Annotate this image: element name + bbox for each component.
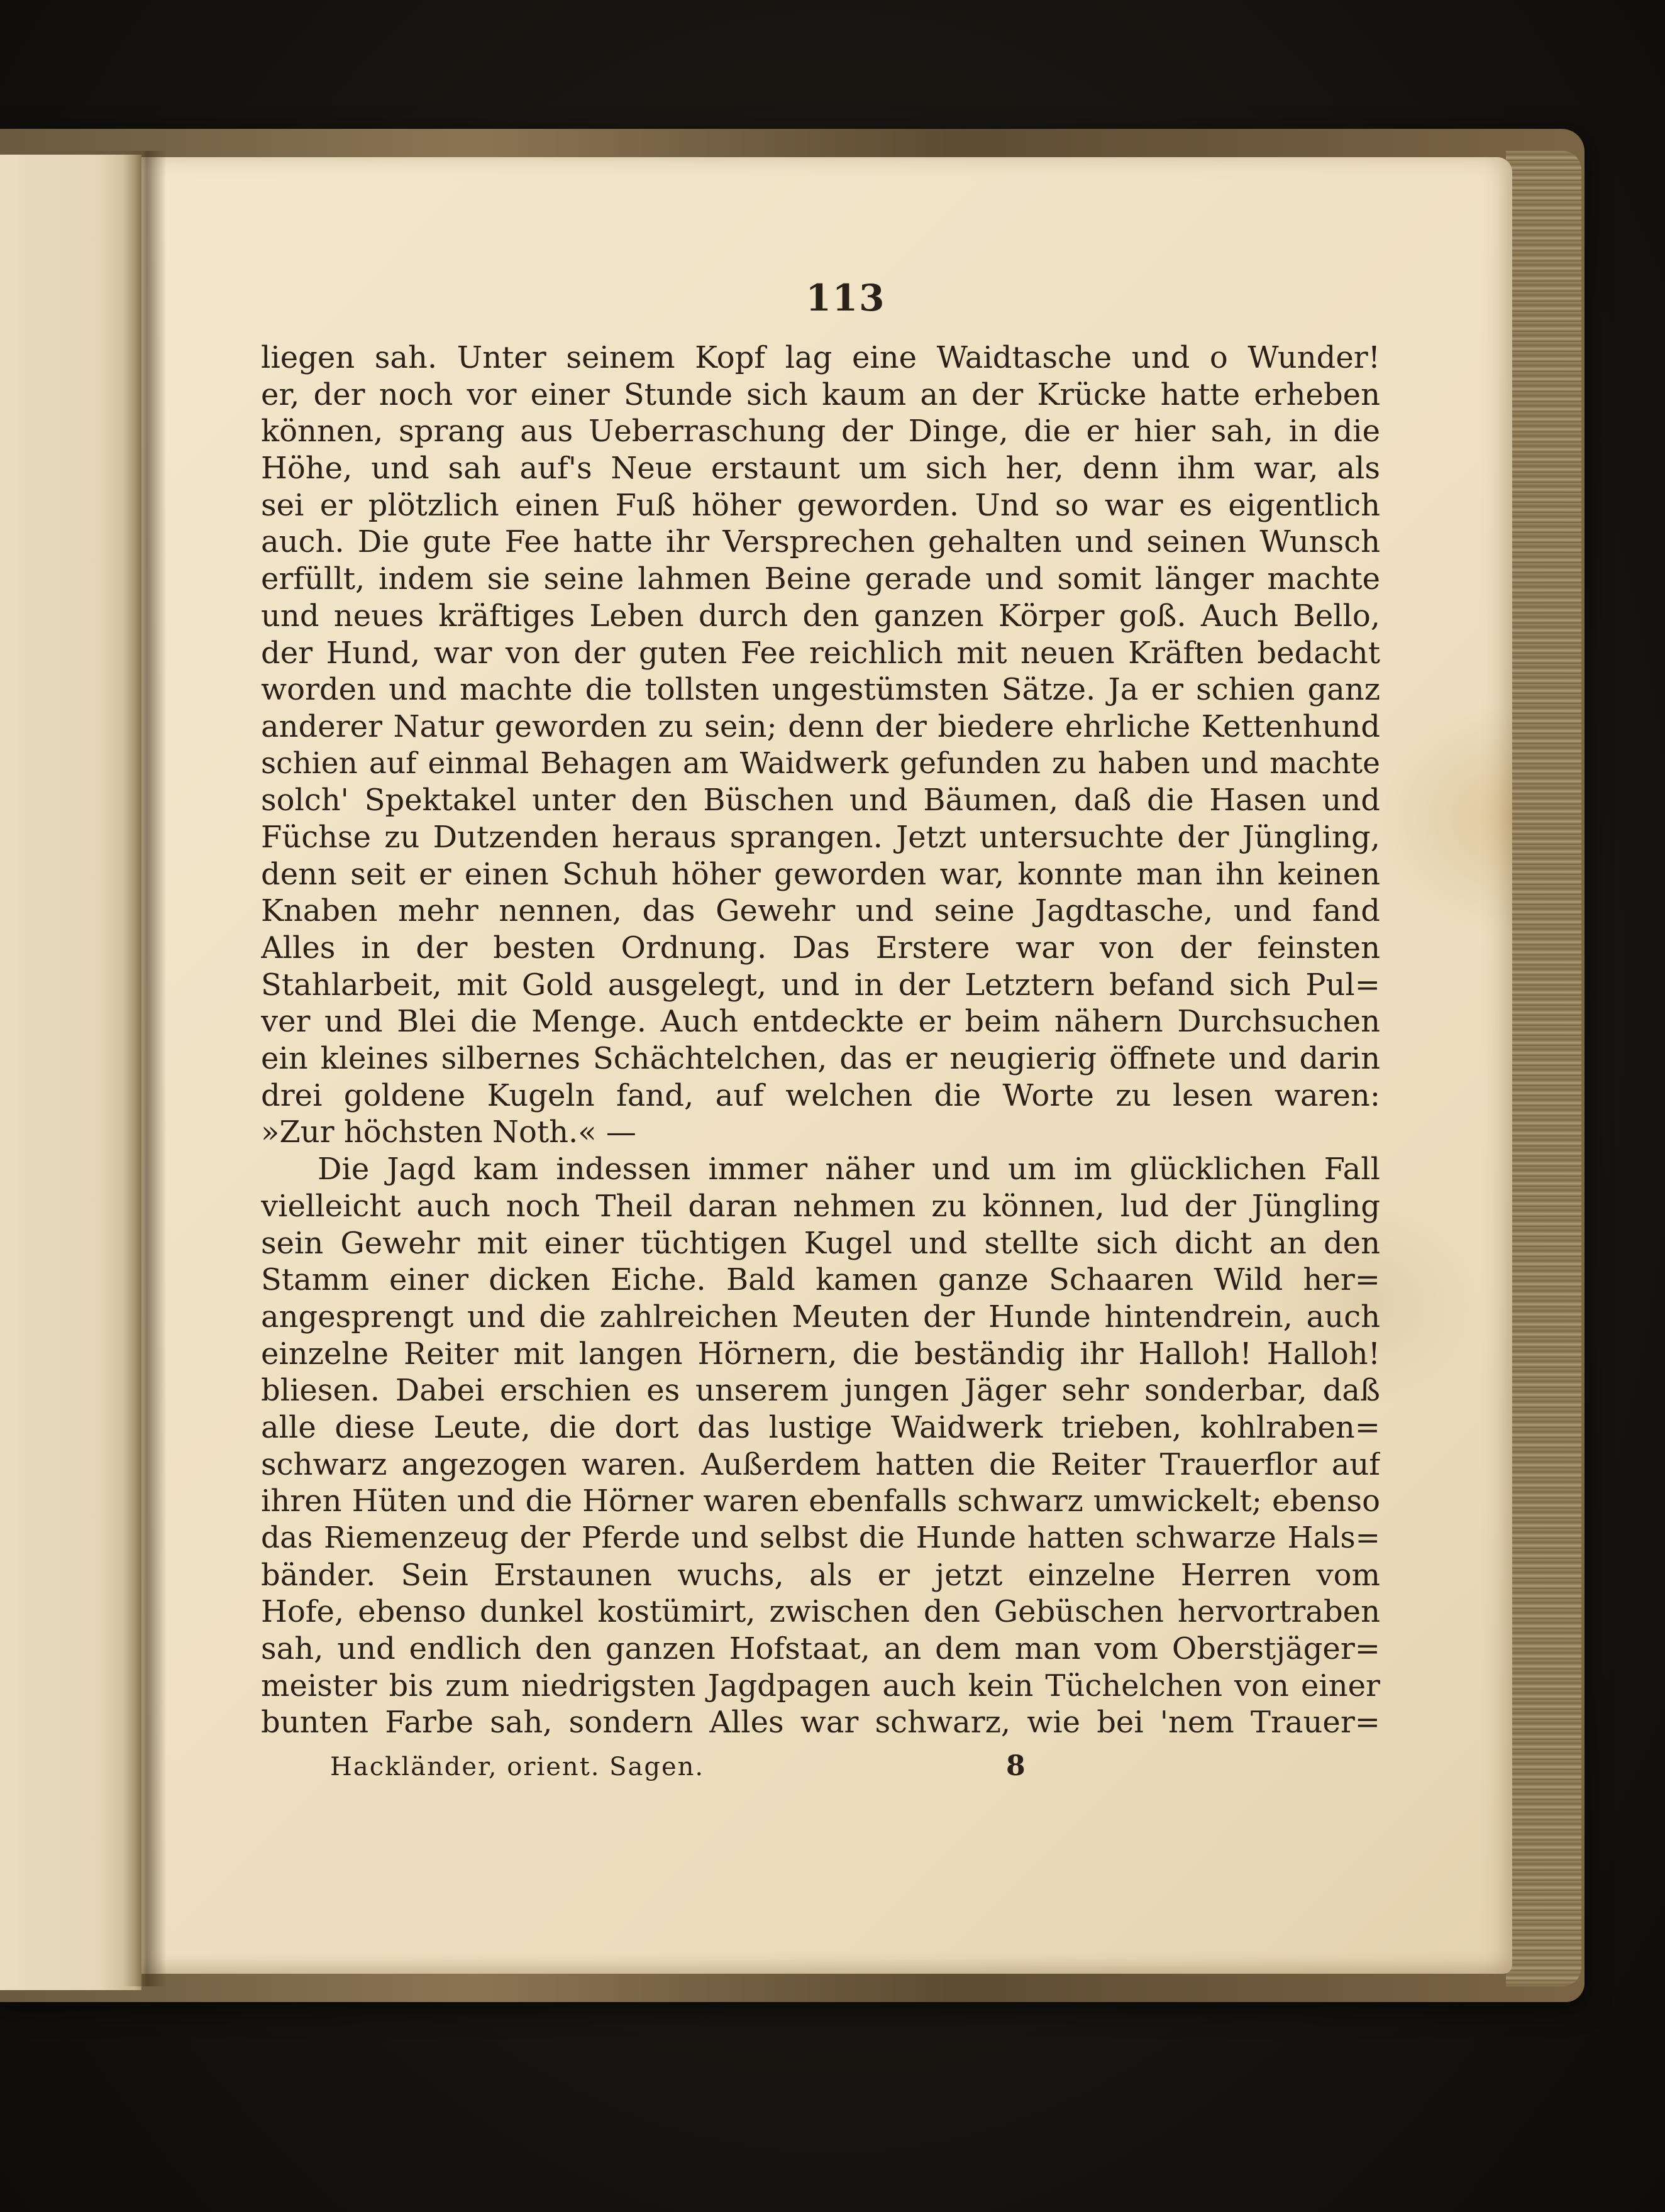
- text-line: können, sprang aus Ueberraschung der Dinge, die er hier sah, in die: [261, 414, 1380, 449]
- text-line: Hofe, ebenso dunkel kostümirt, zwischen den Gebüschen hervortraben: [261, 1594, 1380, 1630]
- text-line: alle diese Leute, die dort das lustige Waidwerk trieben, kohlraben=: [261, 1409, 1380, 1445]
- text-line: Füchse zu Dutzenden heraus sprangen. Jetzt untersuchte der Jüngling,: [261, 819, 1380, 855]
- book-page: [141, 157, 1512, 1974]
- text-line: er, der noch vor einer Stunde sich kaum an der Krücke hatte erheben: [261, 377, 1380, 412]
- paragraph-2: [261, 1151, 1380, 1741]
- text-line: Stamm einer dicken Eiche. Bald kamen ganze Schaaren Wild her=: [261, 1262, 1380, 1298]
- text-line: schwarz angezogen waren. Außerdem hatten die Reiter Trauerflor auf: [261, 1446, 1380, 1482]
- book-gutter: [123, 151, 167, 1986]
- text-line: Alles in der besten Ordnung. Das Erstere war von der feinsten: [261, 930, 1380, 966]
- text-line: ver und Blei die Menge. Auch entdeckte er beim nähern Durchsuchen: [261, 1004, 1380, 1040]
- paragraph-1: [261, 339, 1380, 1151]
- text-line: angesprengt und die zahlreichen Meuten der Hunde hintendrein, auch: [261, 1299, 1380, 1334]
- page-number: 113: [805, 277, 886, 319]
- text-line: erfüllt, indem sie seine lahmen Beine gerade und somit länger machte: [261, 561, 1380, 597]
- text-line: bänder. Sein Erstaunen wuchs, als er jetzt einzelne Herren vom: [261, 1557, 1380, 1593]
- text-line: liegen sah. Unter seinem Kopf lag eine Waidtasche und o Wunder!: [261, 340, 1380, 375]
- page-edges: [1506, 151, 1581, 1986]
- sheet-number: 8: [1006, 1750, 1026, 1783]
- text-line: der Hund, war von der guten Fee reichlich mit neuen Kräften bedacht: [261, 635, 1380, 671]
- text-line: vielleicht auch noch Theil daran nehmen zu können, lud der Jüngling: [261, 1188, 1380, 1224]
- previous-page-strip: [0, 151, 141, 1990]
- footer-signature: Hackländer, orient. Sagen.: [330, 1753, 705, 1782]
- page-footer: [261, 1750, 1380, 1790]
- text-line: Stahlarbeit, mit Gold ausgelegt, und in der Letztern befand sich Pul=: [261, 967, 1380, 1003]
- text-line: ihren Hüten und die Hörner waren ebenfalls schwarz umwickelt; ebenso: [261, 1483, 1380, 1519]
- text-line: denn seit er einen Schuh höher geworden war, konnte man ihn keinen: [261, 856, 1380, 892]
- text-line: das Riemenzeug der Pferde und selbst die Hunde hatten schwarze Hals=: [261, 1521, 1380, 1555]
- text-line: solch' Spektakel unter den Büschen und Bäumen, daß die Hasen und: [261, 783, 1380, 818]
- text-line: ein kleines silbernes Schächtelchen, das er neugierig öffnete und darin: [261, 1041, 1380, 1077]
- text-line: schien auf einmal Behagen am Waidwerk gefunden zu haben und machte: [261, 746, 1380, 781]
- text-line: und neues kräftiges Leben durch den ganzen Körper goß. Auch Bello,: [261, 598, 1380, 634]
- text-line: bunten Farbe sah, sondern Alles war schwarz, wie bei 'nem Trauer=: [261, 1705, 1380, 1741]
- text-line: Höhe, und sah auf's Neue erstaunt um sich her, denn ihm war, als: [261, 451, 1380, 487]
- text-line: anderer Natur geworden zu sein; denn der biedere ehrliche Kettenhund: [261, 708, 1380, 744]
- text-line: sah, und endlich den ganzen Hofstaat, an dem man vom Oberstjäger=: [261, 1631, 1380, 1667]
- text-line: drei goldene Kugeln fand, auf welchen die Worte zu lesen waren:: [261, 1077, 1380, 1113]
- text-line: meister bis zum niedrigsten Jagdpagen auch kein Tüchelchen von einer: [261, 1668, 1380, 1703]
- text-line: auch. Die gute Fee hatte ihr Versprechen gehalten und seinen Wunsch: [261, 524, 1380, 560]
- text-line: bliesen. Dabei erschien es unserem jungen Jäger sehr sonderbar, daß: [261, 1373, 1380, 1409]
- text-line: sei er plötzlich einen Fuß höher geworden. Und so war es eigentlich: [261, 487, 1380, 523]
- page-content: [261, 277, 1380, 1790]
- text-line: Die Jagd kam indessen immer näher und um im glücklichen Fall: [318, 1152, 1380, 1187]
- text-line: worden und machte die tollsten ungestümsten Sätze. Ja er schien ganz: [261, 672, 1380, 708]
- text-line: sein Gewehr mit einer tüchtigen Kugel und stellte sich dicht an den: [261, 1225, 1380, 1261]
- text-line: Knaben mehr nennen, das Gewehr und seine Jagdtasche, und fand: [261, 893, 1380, 929]
- page-text: [261, 339, 1380, 1741]
- text-line: »Zur höchsten Noth.« —: [261, 1114, 636, 1150]
- text-line: einzelne Reiter mit langen Hörnern, die beständig ihr Halloh! Halloh!: [261, 1336, 1380, 1372]
